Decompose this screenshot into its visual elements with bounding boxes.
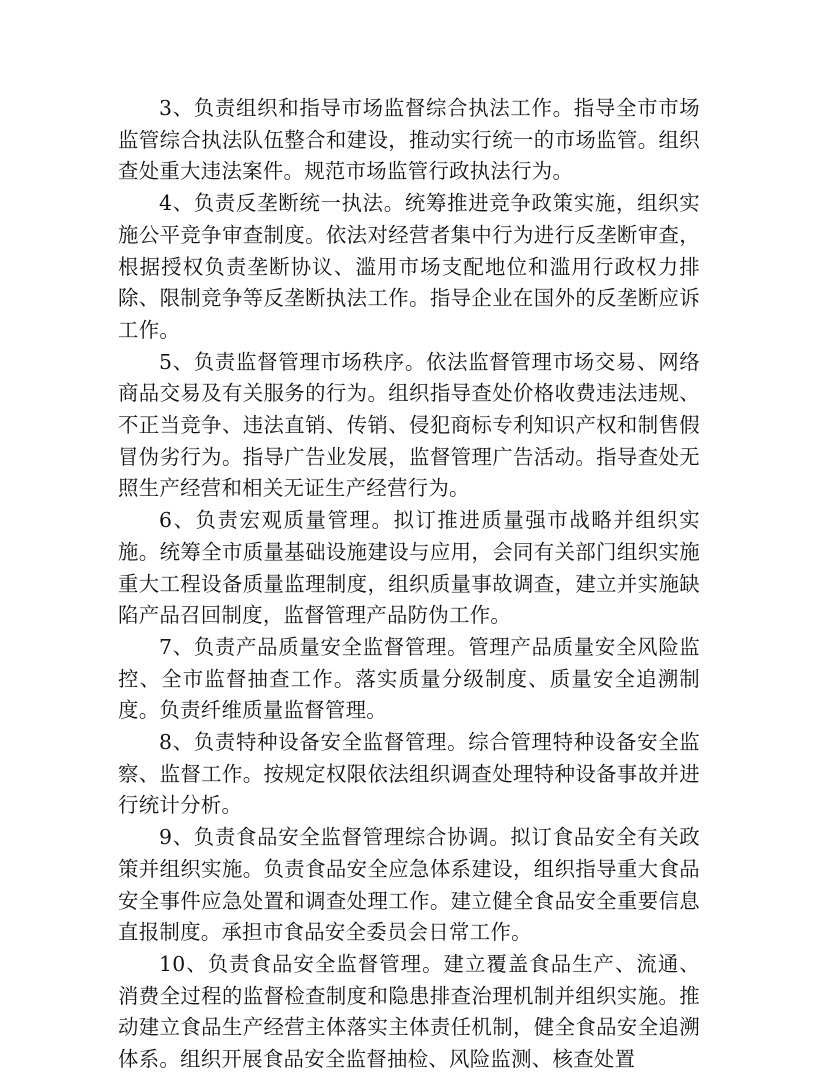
- paragraph-item-6: 6、负责宏观质量管理。拟订推进质量强市战略并组织实施。统筹全市质量基础设施建设与应用，会同有关部门组织实施重大工程设备质量监理制度，组织质量事故调查，建立并实施缺陷产品召回制度，监督管理产品防伪工作。: [118, 508, 700, 628]
- document-page: [118, 93, 700, 1076]
- paragraph-item-5: 5、负责监督管理市场秩序。依法监督管理市场交易、网络商品交易及有关服务的行为。组织指导查处价格收费违法违规、不正当竞争、违法直销、传销、侵犯商标专利知识产权和制售假冒伪劣行为。指导广告业发展，监督管理广告活动。指导查处无照生产经营和相关无证生产经营行为。: [118, 349, 700, 501]
- paragraph-item-3: 3、负责组织和指导市场监督综合执法工作。指导全市市场监管综合执法队伍整合和建设，推动实行统一的市场监管。组织查处重大违法案件。规范市场监管行政执法行为。: [118, 96, 700, 184]
- paragraph-item-9: 9、负责食品安全监督管理综合协调。拟订食品安全有关政策并组织实施。负责食品安全应急体系建设，组织指导重大食品安全事件应急处置和调查处理工作。建立健全食品安全重要信息直报制度。承担市食品安全委员会日常工作。: [118, 825, 700, 945]
- paragraph-item-7: 7、负责产品质量安全监督管理。管理产品质量安全风险监控、全市监督抽查工作。落实质量分级制度、质量安全追溯制度。负责纤维质量监督管理。: [118, 634, 700, 723]
- paragraph-item-8: 8、负责特种设备安全监督管理。综合管理特种设备安全监察、监督工作。按规定权限依法组织调查处理特种设备事故并进行统计分析。: [118, 730, 700, 818]
- paragraph-item-4: 4、负责反垄断统一执法。统筹推进竞争政策实施，组织实施公平竞争审查制度。依法对经营者集中行为进行反垄断审查，根据授权负责垄断协议、滥用市场支配地位和滥用行政权力排除、限制竞争等反垄断执法工作。指导企业在国外的反垄断应诉工作。: [118, 191, 700, 342]
- paragraph-item-10: 10、负责食品安全监督管理。建立覆盖食品生产、流通、消费全过程的监督检查制度和隐患排查治理机制并组织实施。推动建立食品生产经营主体落实主体责任机制，健全食品安全追溯体系。组织开展食品安全监督抽检、风险监测、核查处置: [118, 951, 700, 1072]
